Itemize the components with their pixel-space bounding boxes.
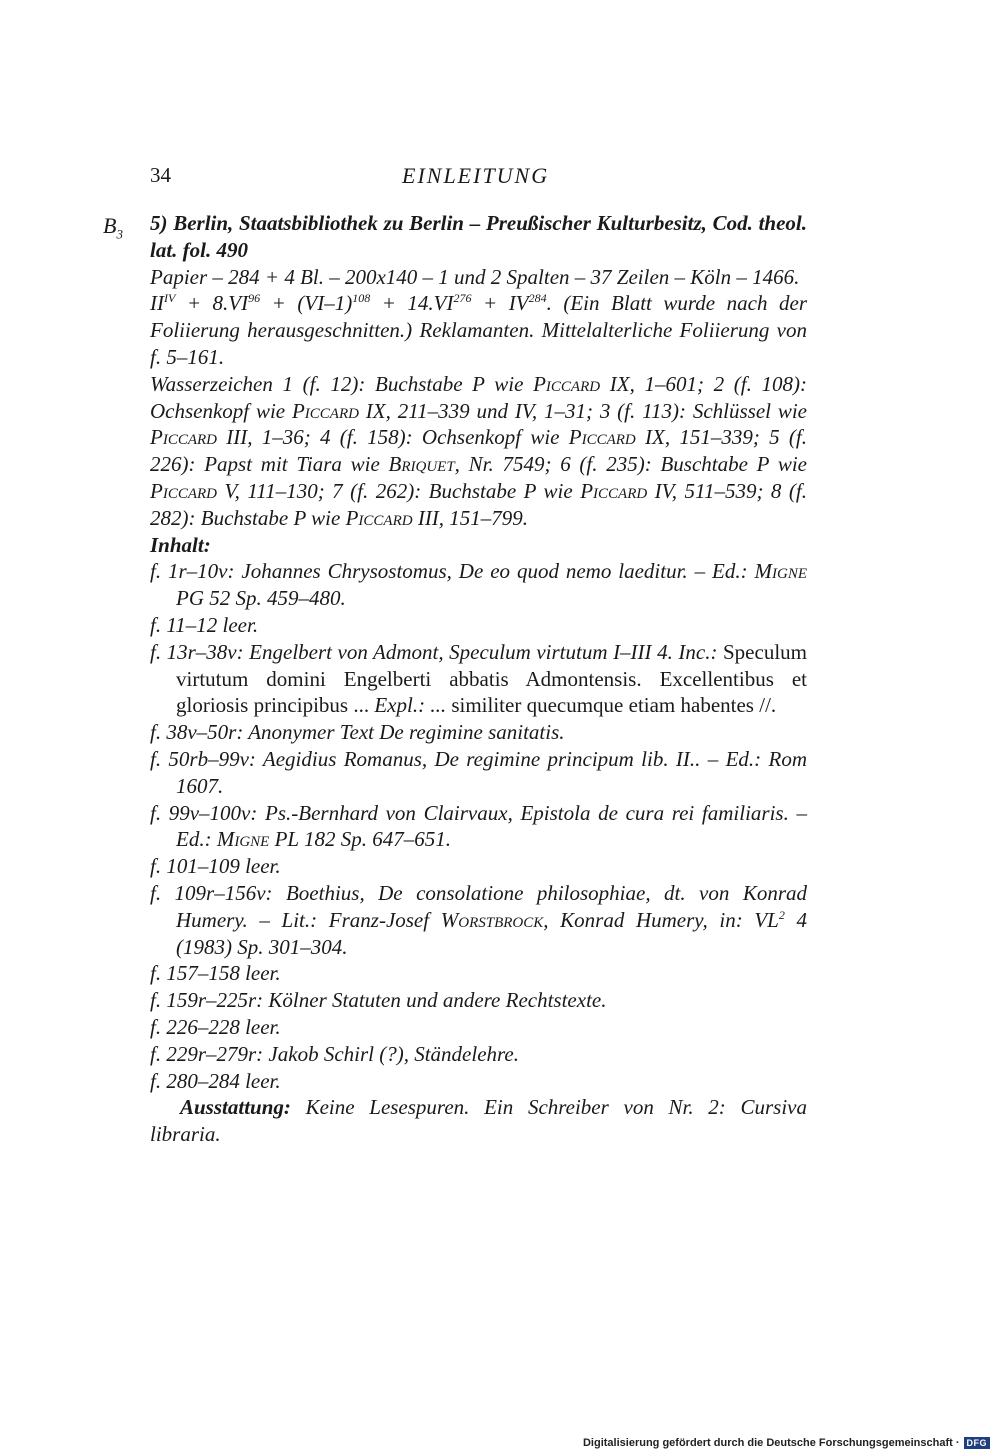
collation (150, 290, 807, 370)
collation-sup: 108 (352, 291, 371, 306)
contents-list (150, 558, 807, 1094)
list-item (150, 639, 807, 719)
collation-part: + 8.VI (175, 291, 249, 316)
contents-label: Inhalt: (150, 532, 211, 557)
item-text: 4 (1983) Sp. 301–304. (176, 907, 808, 959)
item-text: , Konrad Humery, in: VL (543, 907, 779, 932)
watermark-text: IX, 1–601; 2 (f. 108): Ochsenkopf wie (150, 371, 807, 423)
decoration-label: Ausstattung: (180, 1095, 291, 1120)
watermark-reference: Piccard (345, 505, 413, 530)
manuscript-siglum (103, 213, 123, 242)
decoration-text: Keine Lesespuren. Ein Schreiber von Nr. 2: Cursiva libraria. (150, 1095, 807, 1147)
collation-sup: 284 (528, 291, 547, 306)
watermark-text: III, 151–799. (412, 505, 529, 530)
dfg-logo-icon: DFG (964, 1437, 991, 1449)
item-text: f. 99v–100v: Ps.-Bernhard von Clairvaux, Epistola de cura rei familiaris. – Ed.: (150, 800, 807, 852)
list-item: f. 11–12 leer. (150, 612, 259, 637)
watermark-text: IX, 151–339; 5 (f. 226): Papst mit Tiara wie (150, 425, 807, 477)
collation-part: II (150, 291, 164, 316)
list-item: f. 38v–50r: Anonymer Text De regimine sanitatis. (150, 720, 565, 745)
watermark-text: IX, 211–339 und IV, 1–31; 3 (f. 113): Schlüssel wie (358, 398, 807, 423)
item-author: Migne (216, 827, 270, 852)
item-text: PL 182 Sp. 647–651. (269, 827, 451, 852)
collation-sup: IV (164, 291, 176, 306)
list-item (150, 800, 807, 854)
item-text: f. 13r–38v: Engelbert von Admont, Speculum virtutum I–III 4. Inc.: (150, 639, 723, 664)
item-text: f. 109r–156v: Boethius, De consolatione philosophiae, dt. von Konrad Humery. – Lit.: Franz-Josef (150, 880, 807, 932)
catalogue-entry (150, 210, 807, 1148)
dfg-credit (583, 1437, 990, 1449)
collation-part: + IV (471, 291, 529, 316)
list-item (150, 558, 807, 612)
watermark-text: III, 1–36; 4 (f. 158): Ochsenkopf wie (217, 425, 569, 450)
list-item: f. 229r–279r: Jakob Schirl (?), Ständelehre. (150, 1041, 519, 1066)
watermark-reference: Piccard (580, 478, 648, 503)
explicit-text: similiter quecumque etiam habentes //. (451, 693, 777, 718)
collation-note: . (Ein Blatt wurde nach der Foliierung herausgeschnitten.) Reklamanten. Mittelalterliche Foliierung von f. 5–161. (150, 291, 807, 369)
siglum-index: 3 (116, 226, 123, 242)
item-author: Migne (754, 559, 807, 584)
collation-part: + 14.VI (370, 291, 454, 316)
collation-sup: 96 (248, 291, 261, 306)
watermark-reference: Piccard (291, 398, 359, 423)
item-author: Worstbrock (440, 907, 544, 932)
list-item: f. 280–284 leer. (150, 1068, 281, 1093)
watermark-text: Wasserzeichen 1 (f. 12): Buchstabe P wie (150, 371, 534, 396)
collation-sup: 276 (453, 291, 472, 306)
credit-text: Digitalisierung gefördert durch die Deutsche Forschungsgemeinschaft · (582, 1437, 960, 1449)
siglum-letter: B (103, 213, 117, 238)
watermark-text: , Nr. 7549; 6 (f. 235): Buschtabe P wie (454, 452, 807, 477)
running-title: EINLEITUNG (402, 163, 550, 188)
physical-description: Papier – 284 + 4 Bl. – 200x140 – 1 und 2 Spalten – 37 Zeilen – Köln – 1466. (150, 264, 800, 289)
watermark-reference: Piccard (568, 425, 636, 450)
item-text: f. 1r–10v: Johannes Chrysostomus, De eo quod nemo laeditur. – Ed.: (150, 559, 755, 584)
watermark-reference: Piccard (150, 478, 217, 503)
collation-part: + (VI–1) (260, 291, 353, 316)
list-item: f. 226–228 leer. (150, 1014, 281, 1039)
list-item: f. 159r–225r: Kölner Statuten und andere Rechtstexte. (150, 988, 607, 1013)
list-item: f. 157–158 leer. (150, 961, 281, 986)
item-sup: 2 (778, 907, 785, 922)
incipit-text: Speculum virtutum domini Engelberti abbatis Admontensis. Excellentibus et gloriosis principibus ... (176, 639, 807, 718)
page-number: 34 (150, 163, 171, 187)
item-text: PG 52 Sp. 459–480. (176, 586, 346, 611)
watermark-reference: Briquet (388, 452, 455, 477)
watermark-reference: Piccard (150, 425, 217, 450)
list-item: f. 50rb–99v: Aegidius Romanus, De regimine principum lib. II.. – Ed.: Rom 1607. (150, 746, 807, 798)
watermark-text: IV, 511–539; 8 (f. 282): Buchstabe P wie (150, 478, 807, 530)
item-text: Expl.: ... (374, 693, 452, 718)
entry-heading: 5) Berlin, Staatsbibliothek zu Berlin – Preußischer Kulturbesitz, Cod. theol. lat. fol. 490 (150, 211, 807, 262)
watermark-reference: Piccard (533, 371, 601, 396)
list-item (150, 880, 807, 960)
list-item: f. 101–109 leer. (150, 854, 281, 879)
watermark-text: V, 111–130; 7 (f. 262): Buchstabe P wie (217, 478, 581, 503)
decoration-paragraph (150, 1094, 807, 1148)
watermarks (150, 371, 807, 532)
